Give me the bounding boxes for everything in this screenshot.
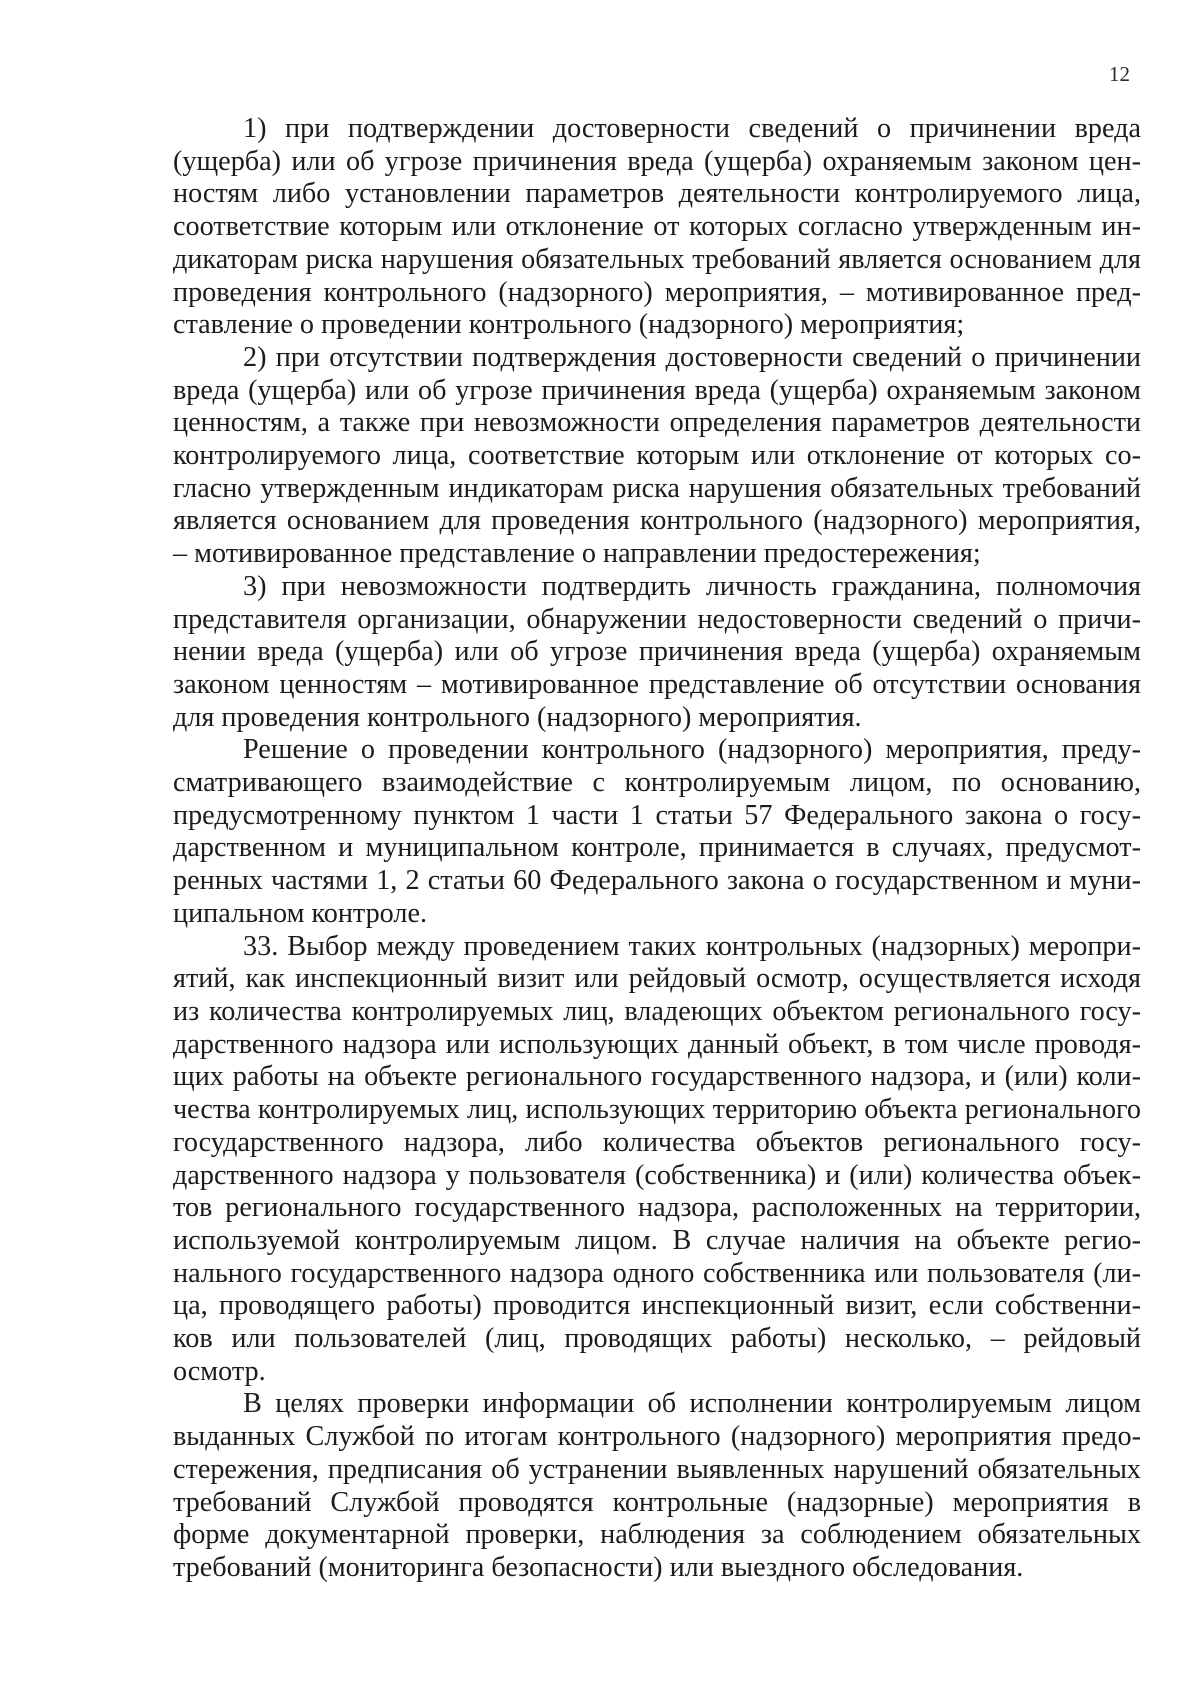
- paragraph-item-2: 2) при отсутствии подтверждения достоверности сведений о причинении вреда (ущерба) или об угрозе причинения вреда (ущерба) охраняемым законом ценностям, а также при невозможности определения параметров деятельности контролируемого лица, соответствие которым или отклонение от которых согласно утвержденным индикаторам риска нарушения обязательных требований является основанием для проведения контрольного (надзорного) мероприятия, – мотивированное представление о направлении предостережения;: [173, 341, 1141, 570]
- paragraph-33: 33. Выбор между проведением таких контрольных (надзорных) мероприятий, как инспекционный визит или рейдовый осмотр, осуществляется исходя из количества контролируемых лиц, владеющих объектом регионального государственного надзора или использующих данный объект, в том числе проводящих работы на объекте регионального государственного надзора, и (или) количества контролируемых лиц, использующих территорию объекта регионального государственного надзора, либо количества объектов регионального государственного надзора у пользователя (собственника) и (или) количества объектов регионального государственного надзора, расположенных на территории, используемой контролируемым лицом. В случае наличия на объекте регионального государственного надзора одного собственника или пользователя (лица, проводящего работы) проводится инспекционный визит, если собственников или пользователей (лиц, проводящих работы) несколько, – рейдовый осмотр.: [173, 930, 1141, 1387]
- paragraph-verification: В целях проверки информации об исполнении контролируемым лицом выданных Службой по итогам контрольного (надзорного) мероприятия предостережения, предписания об устранении выявленных нарушений обязательных требований Службой проводятся контрольные (надзорные) мероприятия в форме документарной проверки, наблюдения за соблюдением обязательных требований (мониторинга безопасности) или выездного обследования.: [173, 1388, 1141, 1583]
- paragraph-item-3: 3) при невозможности подтвердить личность гражданина, полномочия представителя организации, обнаружении недостоверности сведений о причинении вреда (ущерба) или об угрозе причинения вреда (ущерба) охраняемым законом ценностям – мотивированное представление об отсутствии основания для проведения контрольного (надзорного) мероприятия.: [173, 570, 1141, 733]
- paragraph-decision: Решение о проведении контрольного (надзорного) мероприятия, предусматривающего взаимодействие с контролируемым лицом, по основанию, предусмотренному пунктом 1 части 1 статьи 57 Федерального закона о государственном и муниципальном контроле, принимается в случаях, предусмотренных частями 1, 2 статьи 60 Федерального закона о государственном и муниципальном контроле.: [173, 734, 1141, 929]
- paragraph-item-1: 1) при подтверждении достоверности сведений о причинении вреда (ущерба) или об угрозе причинения вреда (ущерба) охраняемым законом ценностям либо установлении параметров деятельности контролируемого лица, соответствие которым или отклонение от которых согласно утвержденным индикаторам риска нарушения обязательных требований является основанием для проведения контрольного (надзорного) мероприятия, – мотивированное представление о проведении контрольного (надзорного) мероприятия;: [173, 113, 1141, 341]
- page-number: 12: [1109, 62, 1130, 86]
- document-body: [173, 113, 1141, 1585]
